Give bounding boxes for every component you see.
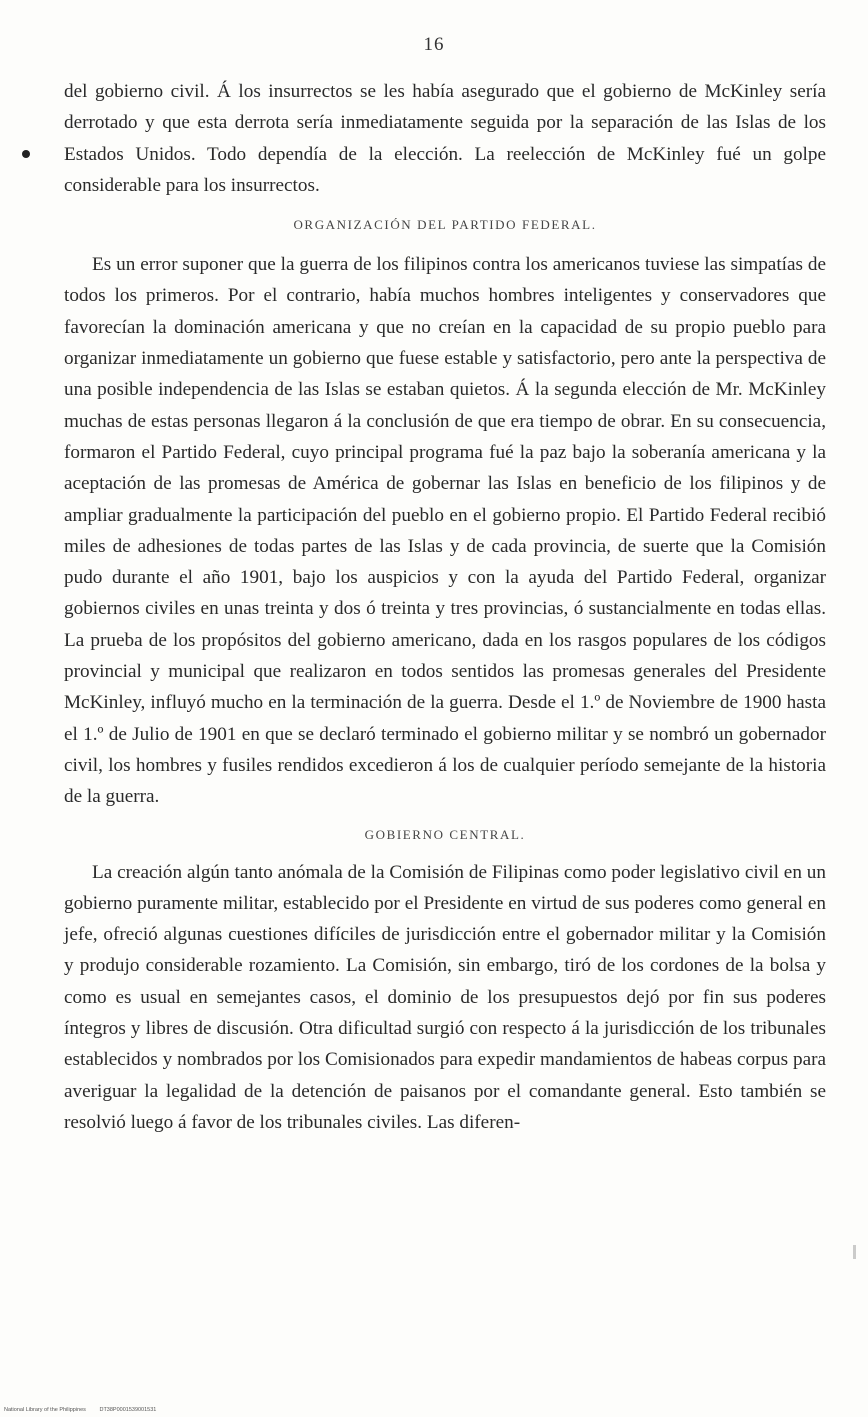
paragraph-3: La creación algún tanto anómala de la Comisión de Filipinas como poder legislativo civil en un gobierno puramente militar, establecido por el Presidente en virtud de sus poderes como general en jefe, ofreció algunas cuestiones difíciles de jurisdicción entre el gobernador militar y la Comisión y produjo considerable rozamiento. La Comisión, sin embargo, tiró de los cordones de la bolsa y como es usual en semejantes casos, el dominio de los presupuestos dejó por fin sus poderes íntegros y libres de discusión. Otra dificultad surgió con respecto á la jurisdicción de los tribunales establecidos y nombrados por los Comisionados para expedir mandamientos de habeas corpus para averiguar la legalidad de la detención de paisanos por el comandante general. Esto también se resolvió luego á favor de los tribunales civiles. Las diferen- [64, 861, 826, 1133]
paragraph-1: del gobierno civil. Á los insurrectos se les había asegurado que el gobierno de McKinley sería derrotado y que esta derrota sería inmediatamente seguida por la separación de las Islas de los Estados Unidos. Todo dependía de la elección. La reelección de McKinley fué un golpe considerable para los insurrectos. [64, 81, 826, 196]
section-heading-gobierno-central: GOBIERNO CENTRAL. [364, 826, 526, 842]
page-number: 16 [423, 34, 445, 55]
margin-mark [22, 150, 30, 158]
section-heading-partido-federal: ORGANIZACIÓN DEL PARTIDO FEDERAL. [293, 217, 597, 233]
footer-library: National Library of the Philippines [4, 1407, 86, 1413]
body-text [64, 76, 826, 1138]
footer-code: DT38P0001539001531 [99, 1407, 157, 1413]
scan-mark [853, 1245, 856, 1259]
scan-footer [0, 1407, 868, 1413]
paragraph-2: Es un error suponer que la guerra de los filipinos contra los americanos tuviese las simpatías de todos los primeros. Por el contrario, había muchos hombres inteligentes y conservadores que favorecían la dominación americana y que no creían en la capacidad de su propio pueblo para organizar inmediatamente un gobierno que fuese estable y satisfactorio, pero ante la perspectiva de una posible independencia de las Islas se estaban quietos. Á la segunda elección de Mr. McKinley muchas de estas personas llegaron á la conclusión de que era tiempo de obrar. En su consecuencia, formaron el Partido Federal, cuyo principal programa fué la paz bajo la soberanía americana y la aceptación de las promesas de América de gobernar las Islas en beneficio de los filipinos y de ampliar gradualmente la participación del pueblo en el gobierno propio. El Partido Federal recibió miles de adhesiones de todas partes de las Islas y de cada provincia, de suerte que la Comisión pudo durante el año 1901, bajo los auspicios y con la ayuda del Partido Federal, organizar gobiernos civiles en unas treinta y dos ó treinta y tres provincias, ó sustancialmente en todas ellas. La prueba de los propósitos del gobierno americano, dada en los rasgos populares de los códigos provincial y municipal que realizaron en todos sentidos las promesas generales del Presidente McKinley, influyó mucho en la terminación de la guerra. Desde el 1.º de Noviembre de 1900 hasta el 1.º de Julio de 1901 en que se declaró terminado el gobierno militar y se nombró un gobernador civil, los hombres y fusiles rendidos excedieron á los de cualquier período semejante de la historia de la guerra. [64, 254, 826, 808]
